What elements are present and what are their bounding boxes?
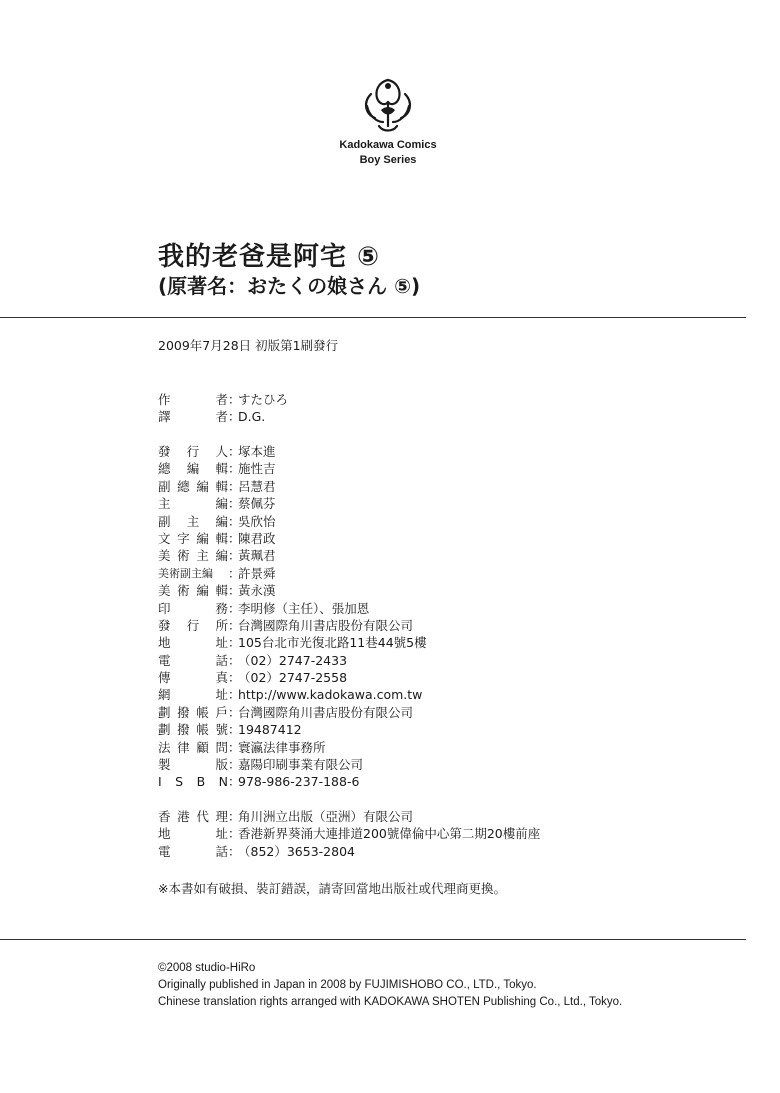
series-line-2: Boy Series [359,154,417,166]
credit-label: 總 編 輯 [158,461,228,477]
credit-row: 譯 者 ： D.G. [158,409,266,425]
credit-label: 美術副主編 [158,566,213,580]
series-line-1: Kadokawa Comics [339,139,437,151]
credit-value: （852）3653-2804 [238,843,355,859]
credit-value: 台灣國際角川書店股份有限公司 [238,704,414,720]
credit-value: 嘉陽印刷事業有限公司 [238,757,364,773]
credit-value: 978-986-237-188-6 [238,774,360,790]
credit-row: 美 術 主 編 ： 黃珮君 [158,548,276,564]
credit-label: 作 者 [158,392,228,407]
credit-label: I S B N [158,774,228,790]
credit-row: 香 港 代 理 ： 角川洲立出版（亞洲）有限公司 [158,809,414,824]
book-title: 我的老爸是阿宅 ⑤ [158,242,381,272]
credit-label: 美 術 主 編 [158,548,228,564]
credit-row: 副 總 編 輯 ： 呂慧君 [158,478,276,494]
credits-authors [158,391,288,426]
credit-label: 香 港 代 理 [158,809,228,824]
credit-label: 發 行 人 [158,444,228,459]
credit-value: 黃珮君 [238,548,276,564]
credit-row: 作 者 ： すたひろ [158,392,289,407]
credit-label: 譯 者 [158,409,228,425]
divider-top [0,317,746,318]
credit-value: 吳欣怡 [238,513,276,529]
credit-value: 寰瀛法律事務所 [238,739,326,755]
credit-row: 總 編 輯 ： 施性吉 [158,461,276,477]
credit-label: 傳 真 [158,670,228,686]
credit-row: 傳 真 ： （02）2747-2558 [158,670,348,686]
credit-row: 美術副主編 ： 許景舜 [158,565,276,581]
credit-value: すたひろ [238,392,289,407]
credit-value: 施性吉 [238,461,276,477]
credit-label: 網 址 [158,687,228,703]
publish-date: 2009年7月28日 初版第1刷發行 [158,338,339,353]
credit-row: 發 行 所 ： 台灣國際角川書店股份有限公司 [158,617,414,633]
credit-label: 美 術 編 輯 [158,583,228,599]
credit-row: 法 律 顧 問 ： 寰瀛法律事務所 [158,739,326,755]
credit-row: 印 務 ： 李明修（主任）、張加恩 [158,600,370,616]
copyright-line: ©2008 studio-HiRo [158,962,256,974]
credit-value: 李明修（主任）、張加恩 [238,600,370,616]
original-title: (原著名：おたくの娘さん ⑤) [158,274,421,298]
credit-value: 105台北市光復北路11巷44號5樓 [238,635,427,651]
credit-row: 地 址 ： 105台北市光復北路11巷44號5樓 [158,635,427,651]
credit-value: 許景舜 [238,565,276,581]
credit-row: 副 主 編 ： 吳欣怡 [158,513,276,529]
credit-row: 電 話 ： （02）2747-2433 [158,652,348,668]
credit-value: 蔡佩芬 [238,496,276,512]
credits-hong-kong [158,808,540,860]
copyright-line: Originally published in Japan in 2008 by FUJIMISHOBO CO., LTD., Tokyo. [158,979,537,991]
credit-label: 發 行 所 [158,617,228,633]
credit-value: D.G. [238,409,266,425]
credit-value: 香港新界葵涌大連排道200號偉倫中心第二期20樓前座 [238,826,541,842]
credit-row: I S B N ： 978-986-237-188-6 [158,774,360,790]
credit-label: 電 話 [158,652,228,668]
credit-row: 文 字 編 輯 ： 陳君政 [158,530,276,546]
credit-value: 角川洲立出版（亞洲）有限公司 [238,809,414,824]
credit-value: 19487412 [238,722,302,738]
phoenix-emblem-icon [357,72,419,138]
credit-row: 劃 撥 帳 號 ： 19487412 [158,722,302,738]
damage-notice: ※本書如有破損、裝訂錯誤，請寄回當地出版社或代理商更換。 [158,881,506,896]
credit-value: 陳君政 [238,530,276,546]
credit-value: 塚本進 [238,444,276,459]
credit-label: 劃 撥 帳 號 [158,722,228,738]
credit-value: 呂慧君 [238,478,276,494]
credit-label: 文 字 編 輯 [158,530,228,546]
credit-label: 電 話 [158,843,228,859]
credit-label: 地 址 [158,826,228,842]
credit-row: 劃 撥 帳 戶 ： 台灣國際角川書店股份有限公司 [158,704,414,720]
credit-label: 印 務 [158,600,228,616]
credit-label: 製 版 [158,757,228,773]
credits-staff [158,443,427,791]
credit-value: 台灣國際角川書店股份有限公司 [238,617,414,633]
copyright-block [158,960,622,1011]
credit-value: 黃永漢 [238,583,276,599]
credit-label: 副 總 編 輯 [158,478,228,494]
credit-row: 地 址 ： 香港新界葵涌大連排道200號偉倫中心第二期20樓前座 [158,826,541,842]
credit-label: 劃 撥 帳 戶 [158,704,228,720]
credit-row: 網 址 ： http://www.kadokawa.com.tw [158,687,423,703]
credit-row: 美 術 編 輯 ： 黃永漢 [158,583,276,599]
copyright-line: Chinese translation rights arranged with KADOKAWA SHOTEN Publishing Co., Ltd., Tokyo. [158,996,623,1008]
credit-value: （02）2747-2558 [238,670,348,686]
credit-value: （02）2747-2433 [238,652,348,668]
credit-row: 電 話 ： （852）3653-2804 [158,843,355,859]
credit-row: 發 行 人 ： 塚本進 [158,444,276,459]
credit-row: 製 版 ： 嘉陽印刷事業有限公司 [158,757,364,773]
publisher-logo [318,72,458,168]
divider-bottom [0,939,746,940]
credit-row: 主 編 ： 蔡佩芬 [158,496,276,512]
credit-label: 地 址 [158,635,228,651]
credit-label: 法 律 顧 問 [158,739,228,755]
credit-label: 副 主 編 [158,513,228,529]
credit-value: http://www.kadokawa.com.tw [238,687,423,703]
credit-label: 主 編 [158,496,228,512]
